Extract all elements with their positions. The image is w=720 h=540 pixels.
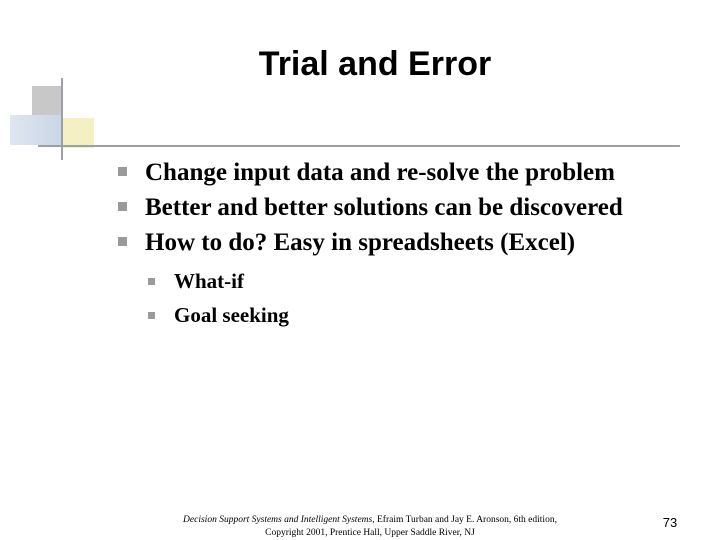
footer-citation xyxy=(150,514,590,540)
sub-bullet-item xyxy=(118,264,678,298)
sub-bullet-square-icon xyxy=(148,312,155,319)
footer-authors: , Efraim Turban and Jay E. Aronson, 6th edition, xyxy=(372,515,557,525)
decorative-blue-rect xyxy=(10,115,62,145)
footer-line-2: Copyright 2001, Prentice Hall, Upper Saddle River, NJ xyxy=(265,528,475,538)
bullet-square-icon xyxy=(118,202,127,211)
bullet-text: Change input data and re-solve the problem xyxy=(145,159,615,186)
footer-line-1 xyxy=(150,514,590,527)
bullet-item xyxy=(118,190,678,225)
slide-title: Trial and Error xyxy=(258,45,492,83)
sub-bullet-item xyxy=(118,298,678,332)
bullet-item xyxy=(118,225,678,260)
bullet-list xyxy=(118,155,678,332)
bullet-item xyxy=(118,155,678,190)
sub-bullet-text: Goal seeking xyxy=(174,303,289,327)
sub-bullet-list xyxy=(118,264,678,332)
sub-bullet-square-icon xyxy=(148,278,155,285)
bullet-square-icon xyxy=(118,237,127,246)
page-number: 73 xyxy=(662,515,678,530)
bullet-square-icon xyxy=(118,167,127,176)
bullet-text: How to do? Easy in spreadsheets (Excel) xyxy=(145,229,576,256)
decorative-gray-square xyxy=(32,86,62,116)
bullet-text: Better and better solutions can be discovered xyxy=(145,194,623,221)
title-divider-line xyxy=(38,145,680,147)
decorative-vertical-line xyxy=(61,78,63,160)
sub-bullet-text: What-if xyxy=(174,269,244,293)
footer-book-title: Decision Support Systems and Intelligent Systems xyxy=(183,515,373,525)
decorative-yellow-square xyxy=(62,118,94,148)
